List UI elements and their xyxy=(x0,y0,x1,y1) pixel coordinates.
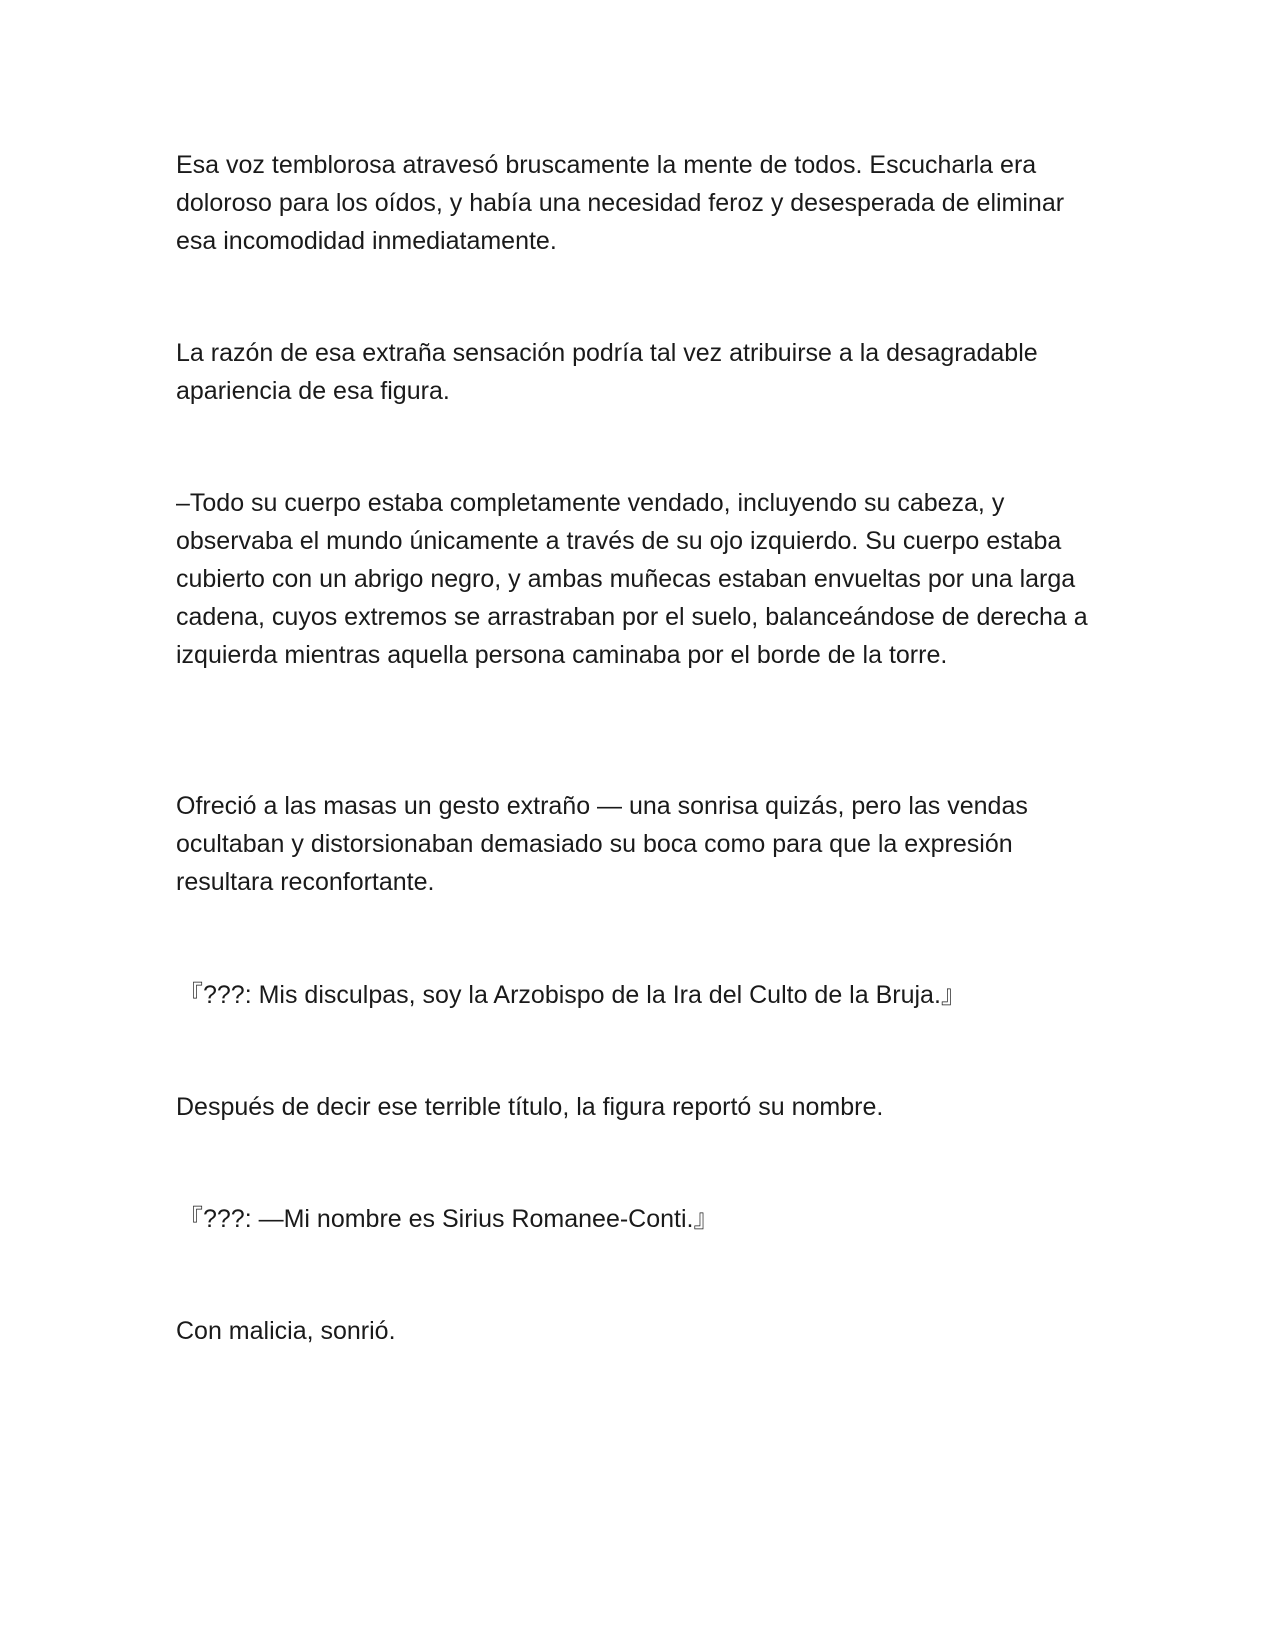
dialogue-line-1: 『???: Mis disculpas, soy la Arzobispo de la Ira del Culto de la Bruja.』 xyxy=(178,981,966,1009)
paragraph-8: Con malicia, sonrió. xyxy=(176,1317,396,1345)
paragraph-6: Después de decir ese terrible título, la figura reportó su nombre. xyxy=(176,1093,884,1121)
paragraph-1: Esa voz temblorosa atravesó bruscamente la mente de todos. Escucharla era doloroso para los oídos, y había una necesidad feroz y desesperada de eliminar esa incomodidad inmediatamente. xyxy=(176,151,1065,255)
paragraph-3: –Todo su cuerpo estaba completamente vendado, incluyendo su cabeza, y observaba el mundo únicamente a través de su ojo izquierdo. Su cuerpo estaba cubierto con un abrigo negro, y ambas muñecas estaban envueltas por una larga cadena, cuyos extremos se arrastraban por el suelo, balanceándose de derecha a izquierda mientras aquella persona caminaba por el borde de la torre. xyxy=(176,489,1088,669)
paragraph-2: La razón de esa extraña sensación podría tal vez atribuirse a la desagradable apariencia de esa figura. xyxy=(176,339,1038,405)
dialogue-line-2: 『???: —Mi nombre es Sirius Romanee-Conti.』 xyxy=(178,1205,719,1233)
paragraph-4: Ofreció a las masas un gesto extraño — una sonrisa quizás, pero las vendas ocultaban y distorsionaban demasiado su boca como para que la expresión resultara reconfortante. xyxy=(176,792,1028,896)
